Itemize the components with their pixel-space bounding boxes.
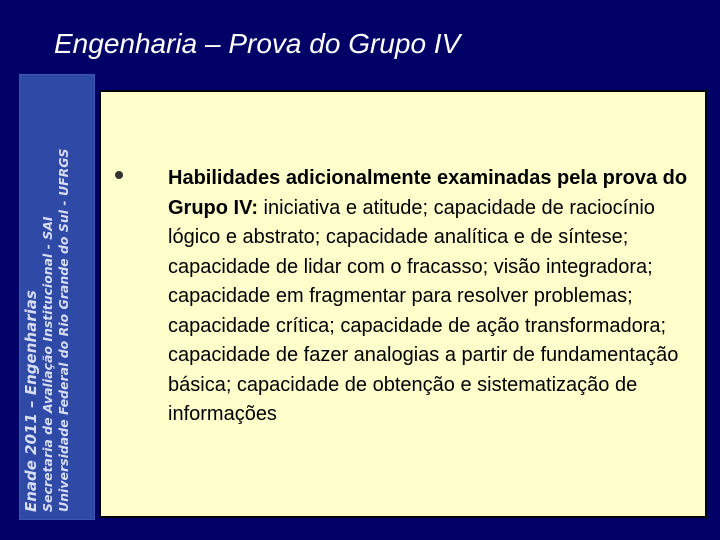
side-text bbox=[22, 92, 72, 512]
side-line-3: Universidade Federal do Rio Grande do Sul - UFRGS bbox=[56, 148, 71, 512]
bullet-text bbox=[168, 164, 688, 430]
slide-title: Engenharia – Prova do Grupo IV bbox=[54, 28, 461, 59]
bullet-body: iniciativa e atitude; capacidade de raciocínio lógico e abstrato; capacidade analítica e de síntese; capacidade de lidar com o fracasso; visão integradora; capacidade em fragmentar para resolver problemas; capacidade crítica; capacidade de ação transformadora; capacidade de fazer analogias a partir de fundamentação básica; capacidade de obtenção e sistematização de informações bbox=[168, 196, 679, 425]
bullet-icon bbox=[115, 171, 123, 179]
side-line-2: Secretaria de Avaliação Institucional - SAI bbox=[40, 216, 55, 512]
side-bar bbox=[0, 0, 100, 540]
content-box bbox=[99, 90, 707, 518]
bullet-label: Habilidades adicionalmente examinadas pela prova do Grupo IV: bbox=[168, 167, 688, 219]
side-line-1: Enade 2011 – Engenharias bbox=[22, 290, 40, 512]
